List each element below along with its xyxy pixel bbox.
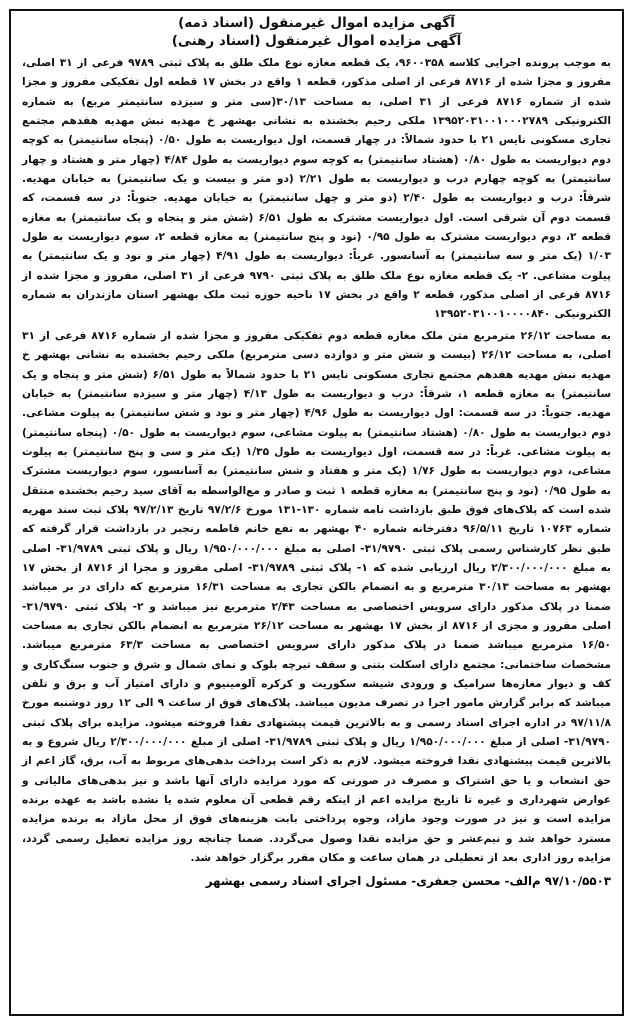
notice-signature: ۹۷/۱۰/۵۵۰۳ م‌الف- محسن جعفری- مسئول اجرای اسناد رسمی بهشهر [205,874,611,889]
notice-title-line-2: آگهی مزایده اموال غیرمنقول (اسناد رهنی) [171,33,462,49]
notice-content [22,14,611,1013]
notice-title-line-1: آگهی مزایده اموال غیرمنقول (اسناد ذمه) [178,15,455,31]
notice-paragraph-2: به مساحت ۲۶/۱۲ مترمربع متن ملک مغازه قطعه دوم تفکیکی مفروز و مجزا شده از شماره ۸۷۱۶ فرعی از ۳۱ اصلی، به مساحت ۲۶/۱۲ (بیست و شش متر و دوازده دسی مترمربع) ملکی رحیم بخشنده به نشانی بهشهر خ مهدیه نبش مهدیه هفدهم مجتمع تجاری مسکونی نایس ۲۱ با حدود شمالاً به طول ۶/۵۱ (شش متر و پنجاه و یک سانتیمتر) به مغازه قطعه ۱، شرقاً: درب و دیواریست به طول ۴/۱۳ (چهار متر و سیزده سانتیمتر) به خیابان مهدیه. جنوباً: در سه قسمت: اول دیواریست به طول ۴/۹۶ (چهار متر و نود و شش سانتیمتر) به پیلوت مشاعی. دوم دیواریست به طول ۰/۸۰ (هشتاد سانتیمتر) به پیلوت مشاعی، سوم دیواریست به طول ۰/۵۰ (پنجاه سانتیمتر) به پیلوت مشاعی. غرباً: در سه قسمت، اول دیواریست به طول ۱/۳۵ (یک متر و سی و پنج سانتیمتر) به پیلوت مشاعی، دوم دیواریست به طول ۱/۷۶ (یک متر و هفتاد و شش سانتیمتر) به آسانسور، سوم دیواریست مشترک به طول ۰/۹۵ (نود و پنج سانتیمتر) به مغازه قطعه ۱ ثبت و صادر و مع‌الواسطه به آقای سید رحیم بخشنده منتقل شده است که پلاک‌های فوق طبق بازداشت نامه شماره ۱۳۰-۱۳۱ مورخ ۹۷/۲/۶ تاریخ ۹۷/۲/۱۳ پلاک ثبت سند مهریه شماره ۱۰۷۶۳ تاریخ ۹۶/۵/۱۱ دفترخانه شماره ۴۰ بهشهر به نفع خانم فاطمه رنجبر در بازداشت قرار گرفته که طبق نظر کارشناس رسمی پلاک ثبتی ۳۱/۹۷۹۰- اصلی به مبلغ ۱/۹۵۰/۰۰۰/۰۰۰ ریال و پلاک ثبتی ۳۱/۹۷۸۹- اصلی به مبلغ ۲/۳۰۰/۰۰۰/۰۰۰ ریال ارزیابی شده که ۱- پلاک ثبتی ۳۱/۹۷۸۹- اصلی مفروز و مجزا از ۸۷۱۶ از بخش ۱۷ بهشهر به مساحت ۳۰/۱۳ مترمربع و به انضمام بالکن تجاری به مساحت ۱۶/۳۱ مترمربع که دارای در بر میباشد ضمنا در پلاک مذکور دارای سرویس اختصاصی به مساحت ۲/۴۳ مترمربع نیز میباشد و ۲- پلاک ثبتی ۳۱/۹۷۹۰- اصلی مفروز و مجزی از ۸۷۱۶ از بخش ۱۷ بهشهر به مساحت ۲۶/۱۲ مترمربع به انضمام بالکن تجاری به مساحت ۱۶/۵۰ مترمربع میباشد ضمنا در پلاک مذکور دارای سرویس اختصاصی به مساحت ۶۳/۳ مترمربع میباشد. مشخصات ساختمانی: مجتمع دارای اسکلت بتنی و سقف تیرچه بلوک و نمای شمال و شرق و جنوب سنگ‌کاری و کف و دیوار مغازه‌ها سرامیک و ورودی شیشه سکوریت و کرکره آلومینیوم و دارای امتیاز آب و برق و تلفن میباشد که برابر گزارش مامور اجرا در تصرف مدیون میباشد. پلاک‌های فوق از ساعت ۹ الی ۱۲ روز دوشنبه مورخ ۹۷/۱۱/۸ در اداره اجرای اسناد رسمی و به بالاترین قیمت پیشنهادی نقدا فروخته میشود. مزایده برای پلاک ثبتی ۳۱/۹۷۹۰- اصلی از مبلغ ۱/۹۵۰/۰۰۰/۰۰۰ ریال و پلاک ثبتی ۳۱/۹۷۸۹- اصلی از مبلغ ۲/۳۰۰/۰۰۰/۰۰۰ ریال شروع و به بالاترین قیمت پیشنهادی نقدا فروخته میشود. لازم به ذکر است پرداخت بدهی‌های مربوط به آب، برق، گاز اعم از حق انشعاب و یا حق اشتراک و مصرف در صورتی که مورد مزایده دارای آنها باشد و نیز بدهی‌های مالیاتی و عوارض شهرداری و غیره تا تاریخ مزایده اعم از اینکه رقم قطعی آن معلوم شده یا نشده باشد به عهده برنده مزایده است و نیز در صورت وجود مازاد، وجوه پرداختی بابت هزینه‌های فوق از محل مازاد به برنده مزایده مسترد خواهد شد و نیم‌عشر و حق مزایده نقدا وصول می‌گردد. ضمنا چنانچه روز مزایده تعطیل رسمی گردد، مزایده روز اداری بعد از تعطیلی در همان ساعت و مکان مقرر برگزار خواهد شد. [22,329,612,865]
notice-paragraph-1: به موجب پرونده اجرایی کلاسه ۹۶۰۰۳۵۸، یک قطعه مغازه نوع ملک طلق به پلاک ثبتی ۹۷۸۹ فرعی از ۳۱ اصلی، مفروز و مجزا شده از ۸۷۱۶ فرعی از اصلی مذکور، قطعه ۱ واقع در بخش ۱۷ قطعه اول تفکیکی مفروز و مجزا شده از شماره ۸۷۱۶ فرعی از ۳۱ اصلی، به مساحت ۳۰/۱۳(سی متر و سیزده سانتیمتر مربع) به شماره الکترونیکی ۱۳۹۵۲۰۳۱۰۰۱۰۰۰۲۷۸۹ ملکی رحیم بخشنده به نشانی بهشهر خ مهدیه نبش مهدیه هفدهم مجتمع تجاری مسکونی نایس ۲۱ با حدود شمالاً: در چهار قسمت، اول دیواریست به طول ۰/۵۰ (پنجاه سانتیمتر) به کوچه دوم دیواریست به طول ۰/۸۰ (هشتاد سانتیمتر) به کوچه سوم دیواریست به طول ۴/۸۴ (چهار متر و هشتاد و چهار سانتیمتر) به کوچه چهارم درب و دیواریست به طول ۲/۲۱ (دو متر و بیست و یک سانتیمتر) به خیابان مهدیه. شرقاً: درب و دیواریست به طول ۲/۴۰ (دو متر و چهل سانتیمتر) به خیابان مهدیه. جنوباً: در سه قسمت، که قسمت دوم آن شرقی است. اول دیواریست مشترک به طول ۶/۵۱ (شش متر و پنجاه و یک سانتیمتر) به مغازه قطعه ۲، دوم دیواریست مشترک به طول ۰/۹۵ (نود و پنج سانتیمتر) به مغازه قطعه ۲، سوم دیواریست به طول ۱/۰۳ (یک متر و سه سانتیمتر) به آسانسور. غرباً: دیواریست به طول ۴/۹۱ (چهار متر و نود و یک سانتیمتر) به پیلوت مشاعی. ۲- یک قطعه مغازه نوع ملک طلق به پلاک ثبتی ۹۷۹۰ فرعی از ۳۱ اصلی، مفروز و مجزا شده از ۸۷۱۶ فرعی از اصلی مذکور، قطعه ۲ واقع در بخش ۱۷ ناحیه حوزه ثبت ملک بهشهر استان مازندران به شماره الکترونیکی ۱۳۹۵۲۰۳۱۰۰۱۰۰۰۰۸۴۰ [22,57,612,321]
